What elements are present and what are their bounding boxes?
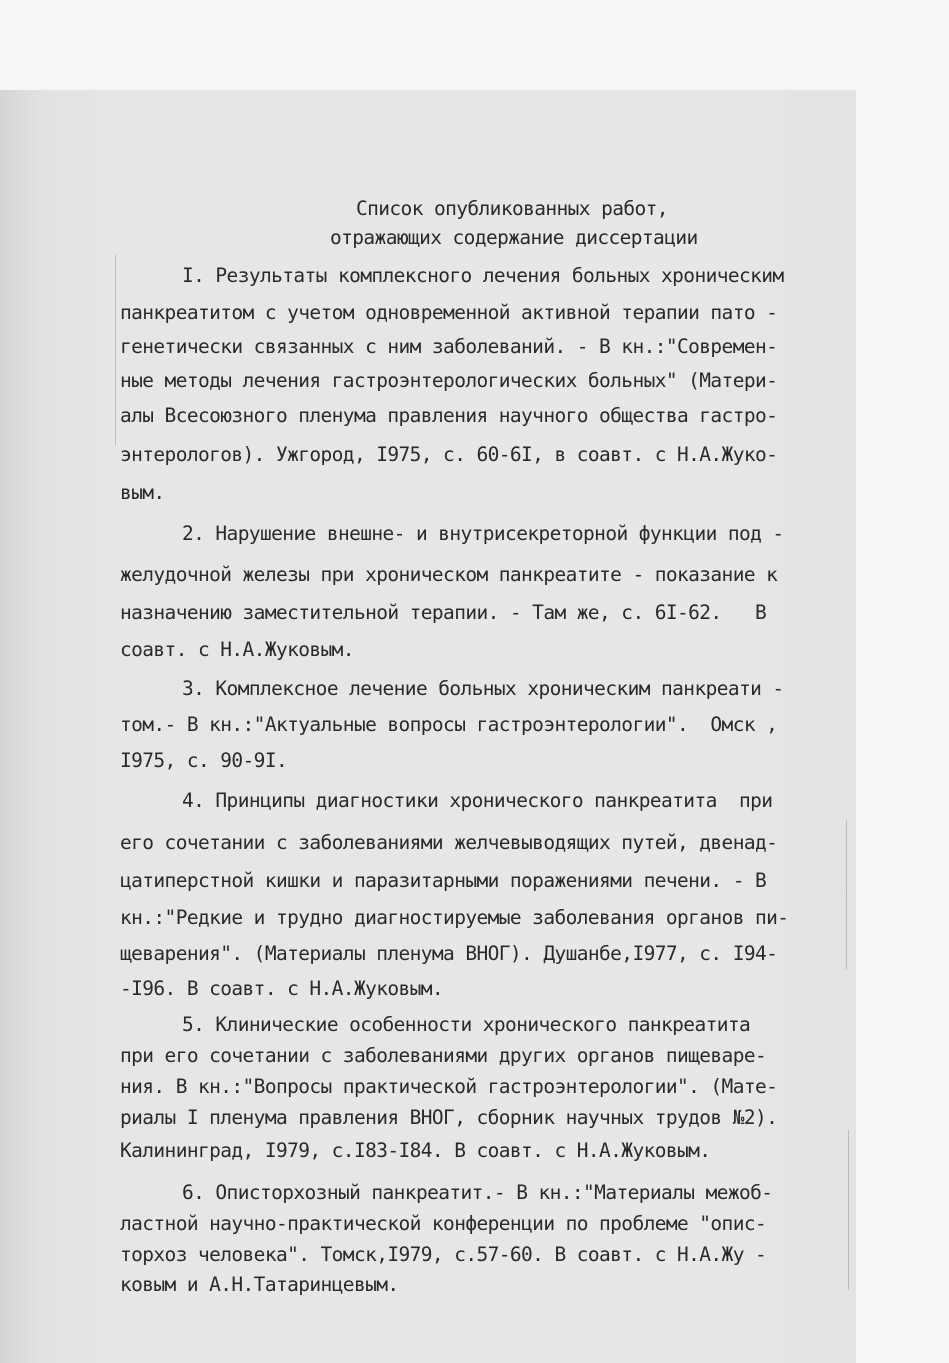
entry-5-line-5: Калининград, I979, с.I83-I84. В соавт. с Н.А.Жуковым. (120, 1139, 711, 1162)
entry-6-line-3: торхоз человека". Томск,I979, с.57-60. В соавт. с Н.А.Жу - (120, 1243, 767, 1266)
entry-4-line-3: цатиперстной кишки и паразитарными поражениями печени. - В (120, 869, 767, 892)
entry-3-line-2: том.- В кн.:"Актуальные вопросы гастроэнтерологии". Омск , (120, 713, 778, 736)
entry-2-line-1: 2. Нарушение внешне- и внутрисекреторной функции под - (182, 522, 784, 545)
entry-6-line-2: ластной научно-практической конференции по проблеме "опис- (120, 1212, 767, 1235)
entry-5-line-3: ния. В кн.:"Вопросы практической гастроэнтерологии". (Мате- (120, 1075, 778, 1098)
entry-4-line-4: кн.:"Редкие и трудно диагностируемые заболевания органов пи- (120, 906, 789, 929)
entry-1-line-3: генетически связанных с ним заболеваний. - В кн.:"Современ- (120, 335, 778, 358)
entry-5-line-1: 5. Клинические особенности хронического панкреатита (182, 1013, 751, 1036)
entry-5-line-4: риалы I пленума правления ВНОГ, сборник научных трудов №2). (120, 1106, 778, 1129)
entry-2-line-4: соавт. с Н.А.Жуковым. (120, 638, 354, 661)
entry-2-line-3: назначению заместительной терапии. - Там же, с. 6I-62. В (120, 601, 767, 624)
entry-6-line-1: 6. Описторхозный панкреатит.- В кн.:"Материалы межоб- (182, 1181, 773, 1204)
entry-3-line-1: 3. Комплексное лечение больных хроническим панкреати - (182, 677, 784, 700)
entry-4-line-6: -I96. В соавт. с Н.А.Жуковым. (120, 977, 444, 1000)
top-margin (0, 0, 949, 90)
entry-1-line-7: вым. (120, 481, 165, 504)
entry-4-line-2: его сочетании с заболеваниями желчевыводящих путей, двенад- (120, 831, 778, 854)
scan-edge-mark (848, 1130, 849, 1290)
entry-1-line-5: алы Всесоюзного пленума правления научного общества гастро- (120, 404, 778, 427)
entry-3-line-3: I975, с. 90-9I. (120, 749, 288, 772)
entry-1-line-4: ные методы лечения гастроэнтерологических больных" (Матери- (120, 369, 778, 392)
entry-5-line-2: при его сочетании с заболеваниями других органов пищеваре- (120, 1044, 767, 1067)
entry-1-line-1: I. Результаты комплексного лечения больных хроническим (182, 264, 784, 287)
entry-4-line-5: щеварения". (Материалы пленума ВНОГ). Душанбе,I977, с. I94- (120, 942, 778, 965)
entry-6-line-4: ковым и А.Н.Татаринцевым. (120, 1273, 399, 1296)
entry-1-line-6: энтерологов). Ужгород, I975, с. 60-6I, в соавт. с Н.А.Жуко- (120, 443, 778, 466)
right-margin (856, 90, 949, 1363)
scan-edge-mark (115, 255, 116, 445)
entry-2-line-2: желудочной железы при хроническом панкреатите - показание к (120, 563, 778, 586)
scan-edge-mark (846, 820, 847, 970)
entry-4-line-1: 4. Принципы диагностики хронического панкреатита при (182, 789, 773, 812)
document-title-line-1: Список опубликованных работ, (356, 197, 668, 220)
entry-1-line-2: панкреатитом с учетом одновременной активной терапии пато - (120, 301, 778, 324)
document-title-line-2: отражающих содержание диссертации (330, 226, 698, 249)
